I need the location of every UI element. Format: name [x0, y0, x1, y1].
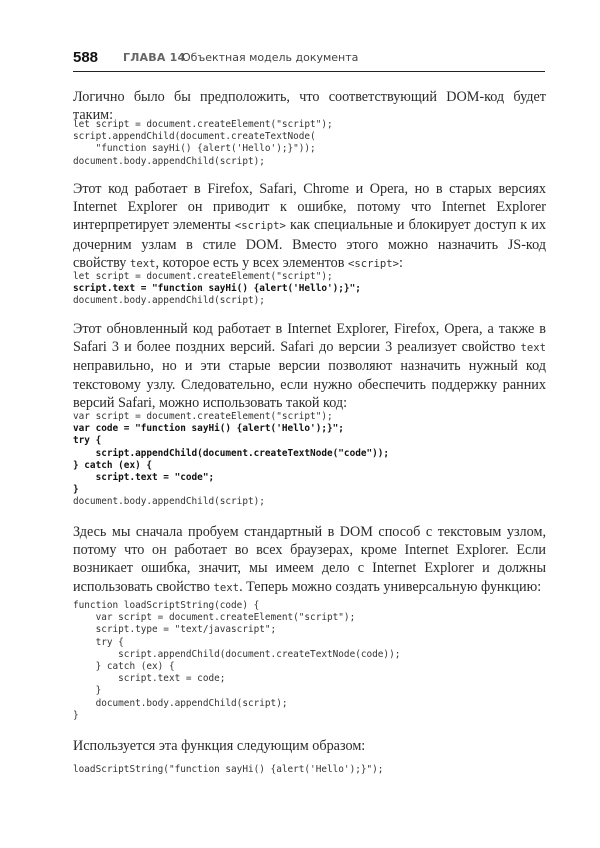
paragraph-text: :	[399, 254, 403, 271]
code-line: function loadScriptString(code) {	[73, 600, 260, 611]
code-line: script.type = "text/javascript";	[73, 624, 277, 636]
paragraph-text: как специальные и блокирует доступ к их дочерним узлам в стиле DOM. Вместо этого можно назначить JS-код свойству	[73, 217, 546, 271]
paragraph-4	[73, 523, 546, 597]
code-line: loadScriptString("function sayHi() {alert('Hello');}");	[73, 764, 384, 775]
code-line: document.body.appendChild(script);	[73, 155, 265, 167]
code-line: var script = document.createElement("script");	[73, 612, 356, 624]
paragraph-text: Этот код работает в Firefox, Safari, Chrome и Opera, но в старых версиях Internet Explorer он приводит к ошибке, потому что Internet Explorer интерпретирует элементы	[73, 181, 546, 234]
paragraph-text: неправильно, но и эти старые версии позволяют назначить нужный код текстовому узлу. Следовательно, если нужно обеспечить поддержку ранних версий Safari, можно использовать такой код:	[73, 358, 546, 411]
paragraph-3	[73, 320, 546, 412]
paragraph-2	[73, 180, 546, 273]
code-line: var script = document.createElement("script");	[73, 411, 333, 422]
code-block-1	[73, 119, 333, 168]
code-line: } catch (ex) {	[73, 661, 175, 673]
code-line-bold: script.appendChild(document.createTextNode("code"));	[73, 447, 390, 459]
page-number: 588	[73, 49, 99, 66]
paragraph-text: Используется эта функция следующим образом:	[73, 738, 366, 754]
paragraph-5	[73, 737, 546, 755]
code-block-4	[73, 600, 400, 722]
code-block-2	[73, 271, 361, 308]
paragraph-text: Здесь мы сначала пробуем стандартный в DOM способ с текстовым узлом, потому что он работает во всех браузерах, кроме Internet Explorer. Если возникает ошибка, значит, мы имеем дело с Internet Explorer и должны использовать свойство	[73, 524, 546, 595]
code-line: document.body.appendChild(script);	[73, 697, 288, 709]
code-line: let script = document.createElement("script");	[73, 119, 333, 130]
code-line-bold: var code = "function sayHi() {alert('Hello');}";	[73, 423, 344, 435]
code-line: script.text = code;	[73, 673, 226, 685]
chapter-title: Объектная модель документа	[182, 51, 359, 64]
inline-code: text	[129, 257, 156, 270]
code-line-bold: script.text = "function sayHi() {alert('Hello');}";	[73, 283, 361, 295]
code-line: "function sayHi() {alert('Hello');}"));	[73, 143, 316, 155]
code-line-bold: }	[73, 484, 79, 496]
chapter-label: ГЛАВА 14	[123, 51, 186, 64]
paragraph-text: Логично было бы предположить, что соответствующий DOM-код будет таким:	[73, 89, 546, 124]
code-block-3	[73, 411, 389, 509]
inline-code: <script>	[234, 220, 286, 233]
code-line: script.appendChild(document.createTextNode(code));	[73, 648, 401, 660]
code-line: }	[73, 709, 79, 721]
code-block-5	[73, 764, 383, 776]
code-line: try {	[73, 636, 124, 648]
paragraph-text: , которое есть у всех элементов	[155, 254, 349, 271]
inline-code: text	[520, 342, 546, 355]
code-line-bold: } catch (ex) {	[73, 459, 153, 471]
running-header	[73, 49, 545, 72]
paragraph-text: . Теперь можно создать универсальную функцию:	[239, 578, 542, 595]
code-line-bold: try {	[73, 435, 102, 447]
inline-code: <script>	[348, 257, 400, 270]
code-line: script.appendChild(document.createTextNode(	[73, 131, 316, 143]
code-line: document.body.appendChild(script);	[73, 496, 265, 508]
code-line: let script = document.createElement("script");	[73, 271, 333, 282]
code-line: }	[73, 685, 102, 697]
code-line-bold: script.text = "code";	[73, 472, 215, 484]
inline-code: text	[213, 581, 240, 594]
paragraph-text: Этот обновленный код работает в Internet Explorer, Firefox, Opera, а также в Safari 3 и более поздних версий. Safari до версии 3 реализует свойство	[73, 321, 546, 356]
code-line: document.body.appendChild(script);	[73, 295, 265, 307]
